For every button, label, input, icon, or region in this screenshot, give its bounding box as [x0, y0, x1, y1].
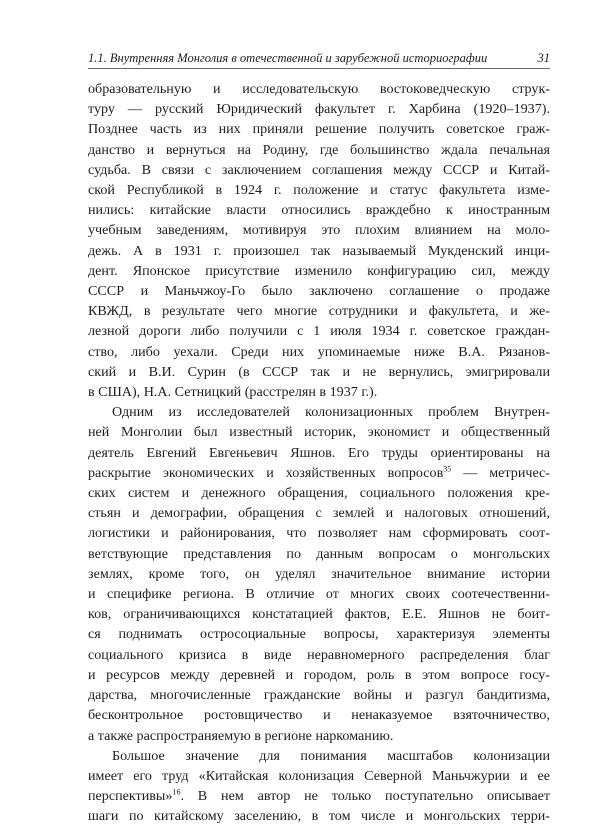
text-line: шаги по китайскому заселению, в том числе и монгольских терри- [88, 808, 550, 825]
text-line: ство, либо уехали. Среди них упоминаемые ниже В.А. Рязанов- [88, 343, 550, 360]
line-text: перспективы» [88, 788, 173, 805]
text-line: бесконтрольное ростовщичество и ненаказуемое взяточничество, [88, 707, 550, 724]
text-line: Большое значение для понимания масштабов колонизации [112, 747, 550, 764]
text-line: деятель Евгений Евгеньевич Яшнов. Его труды ориентированы на [88, 444, 550, 461]
text-line: Позднее часть из них приняли решение получить советское граж- [88, 121, 550, 138]
text-line: ских систем и денежного обращения, социального положения кре- [88, 485, 550, 502]
text-line: а также распространяемую в регионе наркоманию. [88, 727, 394, 744]
text-line: ской Республикой в 1924 г. положение и статус факультета изме- [88, 182, 550, 199]
paragraph-1 [88, 79, 550, 402]
line-text-tail: . В нем автор не только поступательно описывает [180, 788, 550, 805]
body-text [88, 79, 550, 827]
header-rule [88, 68, 550, 69]
running-head [88, 50, 550, 66]
text-line: ский и В.И. Сурин (в СССР так и не вернулись, эмигрировали [88, 363, 550, 380]
text-line: в США), Н.А. Сетницкий (расстрелян в 1937 г.). [88, 384, 378, 401]
line-text: раскрытие экономических и хозяйственных вопросов [88, 464, 444, 481]
text-line: социального кризиса в виде неравномерного распределения благ [88, 646, 550, 663]
text-line-with-footnote [88, 786, 550, 806]
text-line: судьба. В связи с заключением соглашения между СССР и Китай- [88, 161, 550, 178]
footnote-ref-35[interactable]: 35 [443, 464, 452, 474]
text-line: логистики и районирования, что позволяет нам сформировать соот- [88, 525, 550, 542]
text-line: и специфике региона. В отличие от многих своих соотечественни- [88, 586, 550, 603]
text-line: ней Монголии был известный историк, экономист и общественный [88, 424, 550, 441]
text-line: образовательную и исследовательскую востоковедческую струк- [88, 81, 550, 97]
text-line: имеет его труд «Китайская колонизация Северной Маньчжурии и ее [88, 767, 550, 784]
text-line: ся поднимать остросоциальные вопросы, характеризуя элементы [88, 626, 550, 643]
text-line: и ресурсов между деревней и городом, роль в этом вопросе госу- [88, 666, 550, 683]
running-title: 1.1. Внутренняя Монголия в отечественной и зарубежной историографии [88, 51, 488, 65]
text-line: учебным заведениям, мотивируя это плохим влиянием на моло- [88, 222, 550, 239]
text-line: стьян и демографии, обращения с землей и налоговых отношений, [88, 505, 550, 522]
text-line: землях, кроме того, он уделял значительное внимание истории [88, 565, 550, 582]
text-line: СССР и Маньчжоу-Го было заключено соглашение о продаже [88, 283, 550, 300]
page-number: 31 [537, 51, 550, 65]
text-line: лезной дороги либо получили с 1 июля 1934 г. советское граждан- [88, 323, 550, 340]
text-line: нились: китайские власти относились враждебно к иностранным [88, 202, 550, 219]
text-line: дарства, многочисленные гражданские войны и разгул бандитизма, [88, 687, 550, 704]
text-line: туру — русский Юридический факультет г. Харбина (1920–1937). [88, 101, 550, 118]
paragraph-3 [88, 746, 550, 827]
line-text-tail: — метричес- [451, 464, 550, 481]
text-line: Одним из исследователей колонизационных проблем Внутрен- [112, 404, 550, 421]
text-line: данство и вернуться на Родину, где большинство ждала печальная [88, 141, 550, 158]
text-line-with-footnote [88, 463, 550, 483]
footnote-ref-16[interactable]: 16 [172, 787, 181, 797]
text-line: ков, ограничивающихся констатацией фактов, Е.Е. Яшнов не боит- [88, 606, 550, 623]
text-line: дежь. А в 1931 г. произошел так называемый Мукденский инци- [88, 242, 550, 259]
text-line: дент. Японское присутствие изменило конфигурацию сил, между [88, 262, 550, 279]
paragraph-2 [88, 402, 550, 745]
text-line: ветствующие представления по данным вопросам о монгольских [88, 545, 550, 562]
text-line: КВЖД, в результате чего многие сотрудники и факультета, и же- [88, 303, 550, 320]
